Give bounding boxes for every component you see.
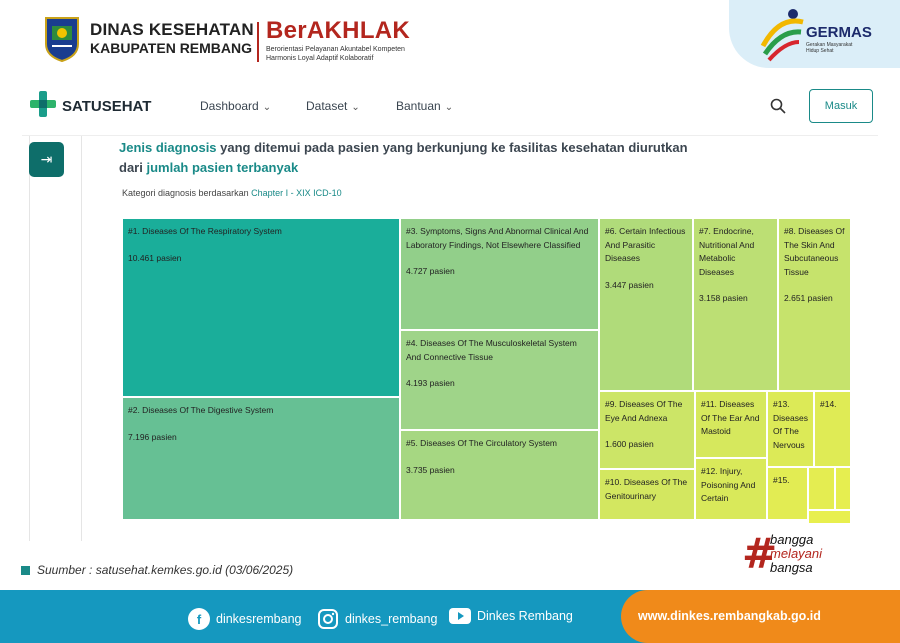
chevron-down-icon: ⌄ <box>444 102 454 113</box>
treemap-label: #7. Endocrine, Nutritional And Metabolic Diseases <box>699 226 755 277</box>
content-border <box>81 136 82 541</box>
dinas-subtitle: KABUPATEN REMBANG <box>90 40 253 56</box>
bangga-melayani-bangsa-logo <box>742 529 852 578</box>
category-link[interactable]: Chapter I - XIX ICD-10 <box>251 188 342 198</box>
website-link[interactable]: www.dinkes.rembangkab.go.id <box>638 609 821 623</box>
treemap-cell-small[interactable] <box>808 510 851 524</box>
youtube-icon <box>449 608 471 624</box>
treemap-cell-14[interactable] <box>814 391 851 467</box>
treemap-cell-15[interactable] <box>767 467 808 520</box>
header-divider <box>257 22 259 62</box>
berakhlak-tagline-1: Berorientasi Pelayanan Akuntabel Kompeten <box>266 46 405 53</box>
category-note <box>122 188 342 198</box>
treemap-label: #14. <box>820 399 837 409</box>
nav-bantuan-label: Bantuan <box>396 99 441 113</box>
treemap-cell-1[interactable] <box>122 218 400 397</box>
rembang-seal-icon <box>44 16 80 62</box>
berakhlak-logo: BerAKHLAK <box>266 17 411 44</box>
treemap-label: #13. Diseases Of The Nervous <box>773 399 808 450</box>
germas-tagline <box>806 42 852 54</box>
search-icon[interactable] <box>770 98 786 114</box>
treemap-cell-6[interactable] <box>599 218 693 391</box>
treemap-label: #3. Symptoms, Signs And Abnormal Clinical And Laboratory Findings, Not Elsewhere Classified <box>406 226 589 250</box>
source-bullet <box>21 566 30 575</box>
chevron-down-icon: ⌄ <box>262 102 272 113</box>
treemap-cell-13[interactable] <box>767 391 814 467</box>
youtube-link[interactable] <box>449 608 573 624</box>
treemap-cell-5[interactable] <box>400 430 599 520</box>
treemap-cell-small[interactable] <box>808 467 835 510</box>
treemap-cell-8[interactable] <box>778 218 851 391</box>
germas-tagline-2: Hidup Sehat <box>806 48 834 54</box>
treemap-label: #6. Certain Infectious And Parasitic Diseases <box>605 226 686 263</box>
germas-tagline-1: Gerakan Masyarakat <box>806 42 853 48</box>
treemap-label: #2. Diseases Of The Digestive System <box>128 405 274 415</box>
nav-dashboard[interactable] <box>200 99 271 113</box>
slogan-line-1: bangga <box>770 532 814 547</box>
sidebar-border <box>29 136 30 541</box>
treemap-cell-12[interactable] <box>695 458 767 520</box>
heading-highlight-2: jumlah pasien terbanyak <box>146 160 299 175</box>
germas-figure-icon <box>759 6 805 62</box>
treemap-value: 3.447 pasien <box>605 279 654 290</box>
youtube-label: Dinkes Rembang <box>477 609 573 623</box>
treemap-cell-9[interactable] <box>599 391 695 469</box>
treemap-label: #5. Diseases Of The Circulatory System <box>406 438 558 448</box>
source-note: Suumber : satusehat.kemkes.go.id (03/06/2025) <box>37 563 294 577</box>
treemap-value: 3.735 pasien <box>406 464 455 475</box>
login-button[interactable]: Masuk <box>809 89 873 123</box>
treemap-label: #4. Diseases Of The Musculoskeletal System And Connective Tissue <box>406 338 577 362</box>
treemap-value: 7.196 pasien <box>128 431 177 442</box>
treemap-cell-3[interactable] <box>400 218 599 330</box>
treemap-label: #8. Diseases Of The Skin And Subcutaneous Tissue <box>784 226 845 277</box>
brand-name[interactable]: SATUSEHAT <box>62 98 152 115</box>
main-content <box>22 136 878 541</box>
dinas-title: DINAS KESEHATAN <box>90 20 254 39</box>
heading-text: yang ditemui pada pasien yang berkunjung ke fasilitas kesehatan diurutkan dari <box>119 140 688 175</box>
expand-arrow-icon: ⇥ <box>40 151 53 167</box>
nav-dataset-label: Dataset <box>306 99 348 113</box>
treemap-label: #9. Diseases Of The Eye And Adnexa <box>605 399 683 423</box>
treemap-cell-2[interactable] <box>122 397 400 520</box>
top-navbar <box>22 78 878 136</box>
treemap-cell-7[interactable] <box>693 218 778 391</box>
diagnosis-treemap <box>122 218 851 520</box>
treemap-value: 1.600 pasien <box>605 439 654 449</box>
instagram-icon <box>317 608 339 630</box>
satusehat-logo-icon[interactable] <box>30 91 56 117</box>
slogan-line-2: melayani <box>770 546 823 561</box>
nav-dataset[interactable] <box>306 99 360 113</box>
treemap-label: #15. <box>773 475 790 485</box>
nav-bantuan[interactable] <box>396 99 453 113</box>
treemap-cell-11[interactable] <box>695 391 767 458</box>
hashtag-icon: # <box>742 529 778 578</box>
treemap-label: #11. Diseases Of The Ear And Mastoid <box>701 399 760 436</box>
germas-logo: GERMAS <box>806 24 872 41</box>
slogan-line-3: bangsa <box>770 560 813 575</box>
treemap-value: 10.461 pasien <box>128 252 182 263</box>
treemap-value: 2.651 pasien <box>784 293 833 303</box>
facebook-label: dinkesrembang <box>216 612 302 626</box>
treemap-cell-10[interactable] <box>599 469 695 520</box>
section-heading <box>119 138 699 178</box>
sidebar-toggle-button[interactable] <box>29 142 64 177</box>
site-header <box>0 0 900 68</box>
facebook-icon: f <box>188 608 210 630</box>
treemap-cell-4[interactable] <box>400 330 599 430</box>
treemap-label: #10. Diseases Of The Genitourinary <box>605 477 688 501</box>
nav-dashboard-label: Dashboard <box>200 99 259 113</box>
instagram-label: dinkes_rembang <box>345 612 438 626</box>
treemap-cell-small[interactable] <box>835 467 851 510</box>
treemap-label: #1. Diseases Of The Respiratory System <box>128 226 282 236</box>
heading-highlight-1: Jenis diagnosis <box>119 140 217 155</box>
chevron-down-icon: ⌄ <box>351 102 360 113</box>
treemap-value: 4.727 pasien <box>406 266 455 276</box>
facebook-link[interactable] <box>188 608 301 630</box>
instagram-link[interactable] <box>317 608 437 630</box>
berakhlak-tagline-2: Harmonis Loyal Adaptif Kolaboratif <box>266 55 374 62</box>
treemap-value: 4.193 pasien <box>406 378 455 388</box>
category-prefix: Kategori diagnosis berdasarkan <box>122 188 252 198</box>
treemap-value: 3.158 pasien <box>699 293 748 303</box>
treemap-label: #12. Injury, Poisoning And Certain <box>701 466 756 503</box>
